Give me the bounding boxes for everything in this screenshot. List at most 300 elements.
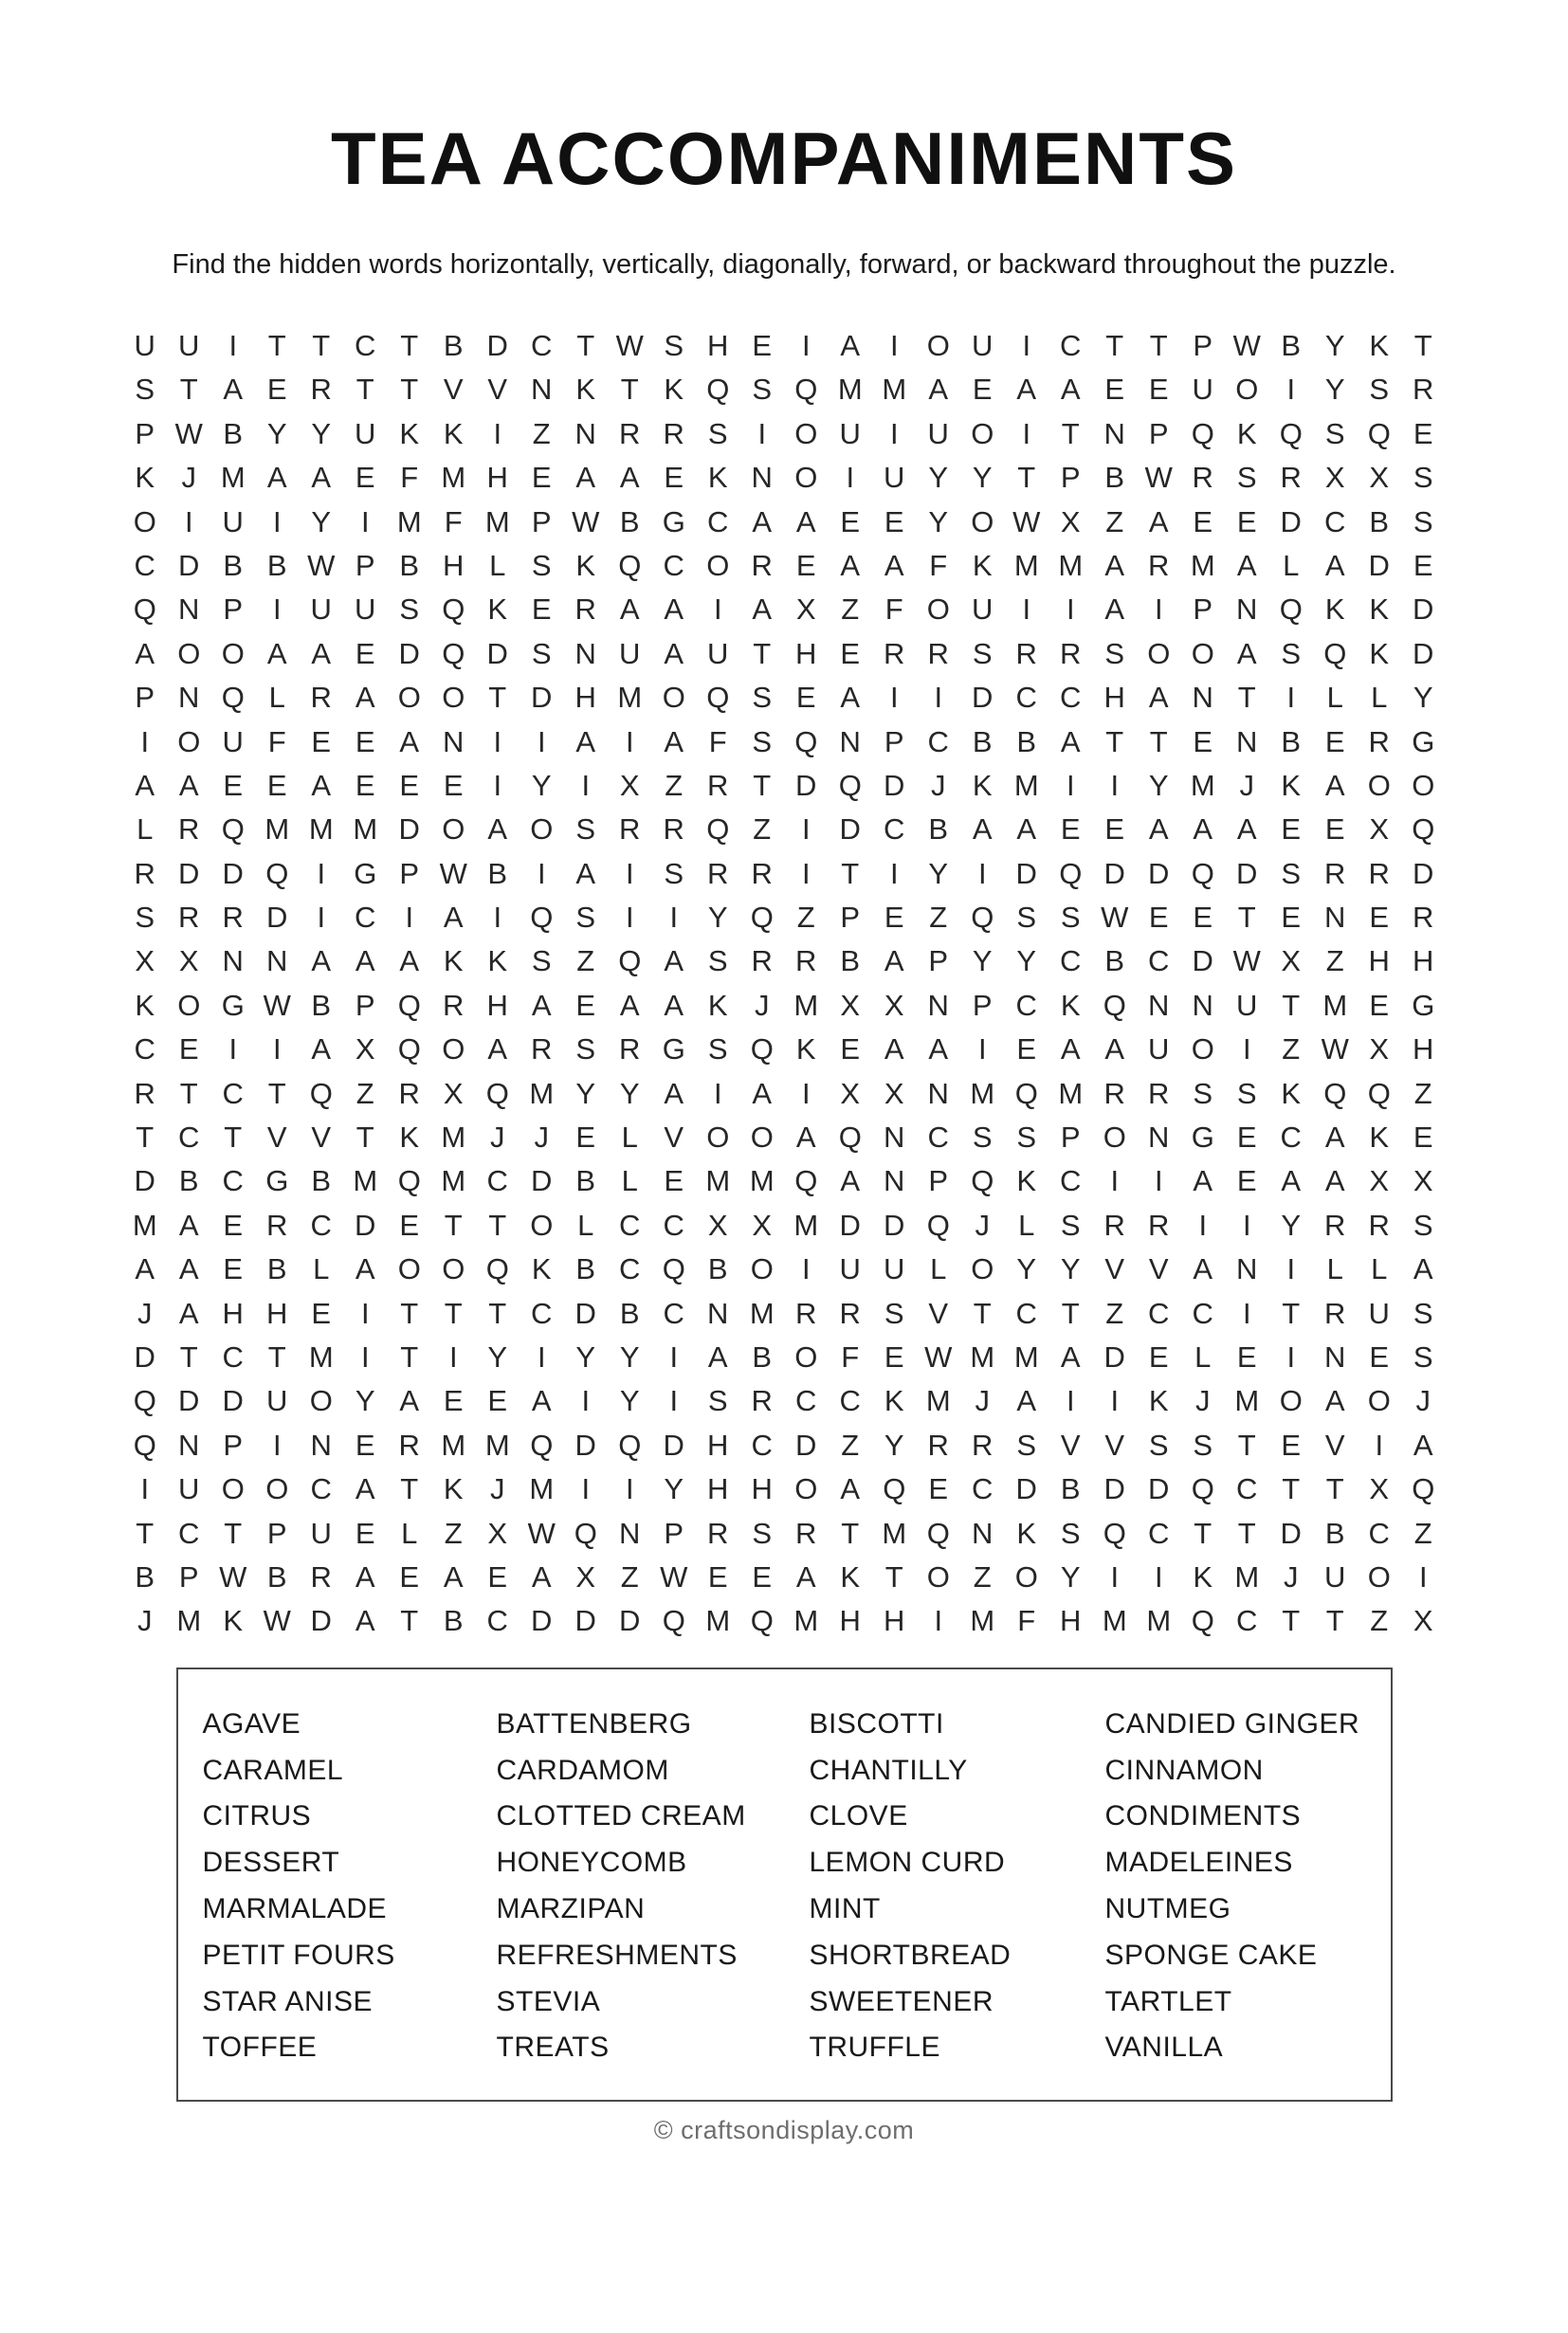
grid-cell: U (884, 1252, 905, 1286)
grid-cell: E (223, 1252, 244, 1286)
grid-cell: E (884, 901, 904, 935)
grid-cell: D (1413, 592, 1434, 627)
grid-cell: E (1324, 812, 1345, 847)
grid-cell: Q (1059, 856, 1083, 890)
grid-cell: R (1148, 1208, 1170, 1242)
grid-cell: S (135, 901, 155, 935)
grid-cell: O (1367, 1559, 1391, 1594)
grid-cell: U (619, 636, 641, 670)
grid-row (123, 544, 1446, 588)
footer-copyright: © craftsondisplay.com (653, 2116, 915, 2145)
grid-cell: Q (133, 1384, 156, 1418)
grid-cell: J (137, 1604, 153, 1638)
grid-cell: K (1148, 1384, 1169, 1418)
grid-cell: B (575, 1164, 596, 1198)
grid-cell: Y (619, 1076, 640, 1110)
grid-cell: Y (619, 1384, 640, 1418)
grid-cell: N (1236, 724, 1258, 758)
word-list-item: BATTENBERG (496, 1707, 692, 1740)
grid-cell: Q (485, 1252, 509, 1286)
grid-cell: U (178, 1472, 200, 1506)
grid-cell: D (839, 812, 861, 847)
grid-cell: A (1148, 504, 1169, 538)
grid-cell: I (1242, 1296, 1251, 1330)
grid-cell: Y (1413, 681, 1433, 715)
grid-cell: A (266, 636, 287, 670)
grid-cell: K (972, 768, 993, 802)
grid-cell: R (1324, 1296, 1346, 1330)
grid-cell: Y (531, 768, 552, 802)
grid-cell: Q (662, 1252, 685, 1286)
grid-cell: Y (1324, 373, 1345, 407)
grid-cell: S (972, 1121, 993, 1155)
grid-cell: A (884, 944, 904, 978)
grid-cell: Z (356, 1076, 374, 1110)
word-list-item: HONEYCOMB (496, 1847, 687, 1879)
grid-cell: W (527, 1516, 556, 1550)
grid-cell: I (1242, 1032, 1251, 1066)
grid-cell: B (1016, 724, 1037, 758)
grid-cell: D (134, 1164, 155, 1198)
grid-cell: C (134, 548, 155, 582)
grid-cell: P (664, 1516, 684, 1550)
grid-cell: A (928, 373, 949, 407)
grid-cell: W (1232, 329, 1261, 362)
grid-cell: T (356, 1121, 374, 1155)
grid-cell: W (572, 504, 600, 538)
grid-cell: T (1061, 416, 1080, 450)
grid-cell: N (1236, 592, 1258, 627)
grid-cell: M (1058, 1076, 1084, 1110)
grid-cell: M (484, 1428, 510, 1462)
grid-cell: D (531, 1164, 553, 1198)
grid-cell: E (884, 504, 904, 538)
grid-cell: E (664, 461, 684, 495)
grid-cell: E (707, 1559, 728, 1594)
grid-cell: B (1104, 461, 1125, 495)
grid-cell: A (1060, 1032, 1081, 1066)
grid-cell: E (1104, 812, 1125, 847)
grid-cell: A (178, 768, 199, 802)
grid-cell: K (1281, 1076, 1302, 1110)
grid-cell: K (1369, 592, 1390, 627)
grid-cell: T (312, 329, 331, 362)
grid-cell: Q (530, 1428, 554, 1462)
grid-cell: I (493, 724, 502, 758)
grid-cell: M (705, 1164, 731, 1198)
grid-cell: Z (576, 944, 595, 978)
grid-cell: B (972, 724, 993, 758)
grid-cell: R (310, 681, 332, 715)
grid-cell: O (750, 1252, 774, 1286)
grid-cell: T (1325, 1472, 1344, 1506)
grid-cell: K (664, 373, 684, 407)
grid-cell: M (1102, 1604, 1127, 1638)
grid-cell: D (178, 1384, 200, 1418)
grid-cell: R (1192, 461, 1213, 495)
grid-cell: E (1193, 504, 1213, 538)
grid-cell: R (1368, 856, 1390, 890)
grid-cell: E (1104, 373, 1125, 407)
grid-cell: E (575, 988, 596, 1022)
grid-cell: V (1324, 1428, 1345, 1462)
grid-cell: D (1368, 548, 1390, 582)
grid-cell: O (442, 1252, 465, 1286)
grid-cell: C (531, 329, 553, 362)
grid-cell: K (1193, 1559, 1213, 1594)
grid-cell: S (707, 416, 728, 450)
grid-cell: H (707, 329, 729, 362)
grid-cell: A (1193, 812, 1213, 847)
grid-cell: H (751, 1472, 773, 1506)
grid-row (123, 1028, 1446, 1071)
grid-cell: S (1281, 856, 1302, 890)
grid-cell: A (399, 724, 420, 758)
grid-cell: A (399, 1384, 420, 1418)
grid-cell: K (1016, 1516, 1037, 1550)
grid-cell: I (846, 461, 855, 495)
grid-cell: C (1148, 1516, 1170, 1550)
grid-cell: A (1193, 1252, 1213, 1286)
grid-cell: Q (926, 1516, 950, 1550)
grid-cell: T (400, 329, 419, 362)
grid-cell: Z (665, 768, 684, 802)
grid-cell: O (1412, 768, 1435, 802)
grid-cell: S (531, 636, 552, 670)
grid-cell: H (1060, 1604, 1082, 1638)
grid-cell: W (924, 1340, 953, 1374)
grid-cell: T (400, 1296, 419, 1330)
grid-cell: R (1368, 724, 1390, 758)
grid-cell: O (794, 1340, 818, 1374)
grid-cell: O (1147, 636, 1171, 670)
grid-cell: M (1013, 1340, 1039, 1374)
grid-cell: R (884, 636, 905, 670)
grid-row (123, 1467, 1446, 1511)
grid-cell: K (1369, 1121, 1390, 1155)
grid-cell: D (884, 1208, 905, 1242)
grid-cell: H (1413, 1032, 1434, 1066)
grid-cell: F (841, 1340, 860, 1374)
grid-cell: I (1198, 1208, 1208, 1242)
grid-cell: E (355, 724, 375, 758)
grid-cell: K (1369, 329, 1390, 362)
grid-cell: C (1368, 1516, 1390, 1550)
grid-cell: A (707, 1340, 728, 1374)
grid-cell: R (531, 1032, 553, 1066)
grid-cell: Y (266, 416, 287, 450)
grid-cell: N (884, 1164, 905, 1198)
grid-cell: T (1149, 329, 1168, 362)
grid-cell: E (1369, 1340, 1390, 1374)
grid-cell: S (1413, 1340, 1433, 1374)
grid-cell: A (575, 724, 596, 758)
grid-cell: L (930, 1252, 947, 1286)
grid-row (123, 456, 1446, 500)
grid-row (123, 588, 1446, 631)
grid-cell: X (1369, 1032, 1390, 1066)
grid-cell: C (1280, 1121, 1302, 1155)
grid-cell: S (399, 592, 420, 627)
grid-cell: E (840, 1032, 861, 1066)
grid-cell: T (400, 1472, 419, 1506)
word-list-item: STEVIA (496, 1985, 601, 2017)
grid-cell: B (752, 1340, 773, 1374)
grid-cell: L (489, 548, 506, 582)
grid-cell: K (575, 373, 596, 407)
grid-cell: N (1148, 1121, 1170, 1155)
grid-cell: E (1281, 1428, 1302, 1462)
grid-cell: I (537, 724, 546, 758)
grid-cell: I (801, 329, 811, 362)
grid-cell: A (1060, 1340, 1081, 1374)
grid-cell: T (1105, 329, 1124, 362)
grid-cell: E (487, 1384, 508, 1418)
grid-cell: A (311, 944, 332, 978)
grid-cell: E (311, 724, 332, 758)
grid-cell: D (1103, 1472, 1125, 1506)
grid-cell: I (801, 1076, 811, 1110)
grid-cell: Y (972, 944, 993, 978)
grid-cell: E (1016, 1032, 1037, 1066)
grid-cell: N (1192, 681, 1213, 715)
grid-cell: C (1060, 944, 1082, 978)
grid-cell: S (1060, 1208, 1081, 1242)
grid-cell: Z (929, 901, 948, 935)
grid-cell: C (751, 1428, 773, 1462)
grid-cell: I (272, 504, 282, 538)
grid-cell: Q (397, 1164, 421, 1198)
grid-cell: W (439, 856, 467, 890)
grid-row (123, 764, 1446, 808)
grid-cell: Q (662, 1604, 685, 1638)
grid-cell: T (179, 373, 198, 407)
grid-cell: Q (309, 1076, 333, 1110)
grid-cell: Q (794, 1164, 818, 1198)
grid-cell: H (707, 1472, 729, 1506)
grid-cell: I (977, 856, 987, 890)
grid-cell: H (266, 1296, 288, 1330)
grid-cell: Z (841, 592, 860, 627)
grid-cell: D (1148, 1472, 1170, 1506)
grid-cell: A (178, 1296, 199, 1330)
grid-cell: I (1286, 1252, 1296, 1286)
grid-cell: I (1242, 1208, 1251, 1242)
grid-cell: L (1194, 1340, 1212, 1374)
grid-cell: I (493, 416, 502, 450)
grid-cell: A (1016, 373, 1037, 407)
grid-cell: M (749, 1296, 775, 1330)
grid-cell: S (707, 944, 728, 978)
grid-cell: G (221, 988, 245, 1022)
grid-cell: R (1103, 1076, 1125, 1110)
grid-cell: S (575, 812, 596, 847)
grid-cell: O (794, 1472, 818, 1506)
grid-cell: M (441, 461, 466, 495)
grid-cell: D (884, 768, 905, 802)
grid-cell: D (355, 1208, 376, 1242)
grid-cell: P (1060, 461, 1081, 495)
grid-cell: O (177, 724, 201, 758)
grid-cell: F (267, 724, 286, 758)
grid-cell: U (972, 592, 994, 627)
grid-cell: T (841, 856, 860, 890)
grid-cell: Z (1413, 1076, 1432, 1110)
word-list-item: CARDAMOM (496, 1754, 669, 1786)
grid-cell: O (662, 681, 685, 715)
grid-cell: I (581, 1384, 591, 1418)
word-list-item: NUTMEG (1104, 1892, 1231, 1924)
grid-cell: A (355, 1559, 375, 1594)
grid-cell: G (265, 1164, 289, 1198)
grid-row (123, 1159, 1446, 1203)
grid-cell: L (1018, 1208, 1035, 1242)
word-list-item: MINT (809, 1892, 881, 1924)
grid-cell: S (1016, 1121, 1037, 1155)
grid-cell: R (751, 944, 773, 978)
word-list-item: TOFFEE (202, 2032, 318, 2064)
grid-cell: C (1148, 944, 1170, 978)
grid-cell: I (977, 1032, 987, 1066)
grid-cell: I (625, 856, 634, 890)
grid-cell: O (442, 812, 465, 847)
grid-cell: N (222, 944, 244, 978)
grid-cell: C (927, 1121, 949, 1155)
grid-cell: I (272, 592, 282, 627)
grid-cell: Z (1413, 1516, 1432, 1550)
grid-cell: M (1058, 548, 1084, 582)
grid-cell: A (1236, 636, 1257, 670)
grid-cell: F (884, 592, 903, 627)
grid-cell: R (1103, 1208, 1125, 1242)
grid-cell: E (443, 1384, 464, 1418)
grid-cell: B (266, 1559, 287, 1594)
grid-cell: R (1015, 636, 1037, 670)
grid-cell: C (531, 1296, 553, 1330)
grid-cell: A (1148, 681, 1169, 715)
grid-cell: A (795, 1121, 816, 1155)
grid-cell: R (398, 1428, 420, 1462)
grid-cell: A (443, 1559, 464, 1594)
grid-cell: E (531, 592, 552, 627)
grid-cell: S (884, 1296, 904, 1330)
grid-cell: X (355, 1032, 375, 1066)
grid-cell: B (311, 988, 332, 1022)
grid-cell: A (840, 329, 861, 362)
grid-cell: G (662, 1032, 685, 1066)
grid-cell: D (1148, 856, 1170, 890)
grid-cell: M (970, 1604, 995, 1638)
grid-cell: B (619, 504, 640, 538)
grid-cell: T (1017, 461, 1036, 495)
grid-cell: O (971, 504, 994, 538)
grid-cell: O (794, 461, 818, 495)
grid-cell: Y (1016, 1252, 1037, 1286)
grid-cell: D (486, 636, 508, 670)
grid-cell: S (707, 1032, 728, 1066)
grid-cell: E (1413, 548, 1433, 582)
grid-cell: C (178, 1121, 200, 1155)
grid-cell: A (1324, 1164, 1345, 1198)
grid-cell: D (795, 768, 817, 802)
grid-cell: B (1369, 504, 1390, 538)
grid-cell: A (1236, 548, 1257, 582)
grid-cell: E (487, 1559, 508, 1594)
grid-cell: E (1236, 1340, 1257, 1374)
grid-cell: M (1234, 1559, 1260, 1594)
grid-cell: V (1060, 1428, 1081, 1462)
grid-cell: E (840, 504, 861, 538)
grid-cell: I (625, 901, 634, 935)
grid-cell: K (1324, 592, 1345, 627)
grid-cell: W (219, 1559, 247, 1594)
grid-cell: X (840, 988, 861, 1022)
grid-cell: R (1148, 548, 1170, 582)
grid-cell: Z (620, 1559, 639, 1594)
grid-cell: A (1413, 1428, 1433, 1462)
grid-cell: O (926, 1559, 950, 1594)
grid-cell: V (443, 373, 464, 407)
grid-cell: T (1237, 901, 1256, 935)
grid-cell: K (487, 592, 508, 627)
grid-cell: A (884, 1032, 904, 1066)
word-list-item: CLOVE (809, 1800, 908, 1832)
grid-cell: R (619, 812, 641, 847)
grid-cell: Q (838, 768, 862, 802)
grid-cell: R (751, 856, 773, 890)
grid-cell: O (1279, 1384, 1303, 1418)
grid-cell: W (1144, 461, 1173, 495)
grid-cell: B (840, 944, 861, 978)
grid-cell: R (574, 592, 596, 627)
grid-cell: B (443, 329, 464, 362)
grid-cell: E (1324, 724, 1345, 758)
grid-cell: S (752, 724, 773, 758)
grid-cell: O (397, 1252, 421, 1286)
grid-cell: O (221, 636, 245, 670)
grid-cell: I (1110, 1164, 1120, 1198)
grid-cell: J (931, 768, 946, 802)
grid-cell: J (490, 1121, 505, 1155)
grid-cell: T (753, 768, 772, 802)
grid-cell: J (975, 1384, 990, 1418)
grid-cell: A (1193, 1164, 1213, 1198)
grid-cell: U (355, 592, 376, 627)
grid-cell: K (1016, 1164, 1037, 1198)
grid-cell: T (884, 1559, 903, 1594)
grid-cell: I (317, 856, 326, 890)
grid-cell: R (1280, 461, 1302, 495)
grid-cell: J (137, 1296, 153, 1330)
grid-cell: A (531, 988, 552, 1022)
grid-cell: H (884, 1604, 905, 1638)
grid-cell: U (355, 416, 376, 450)
word-list-item: CONDIMENTS (1104, 1800, 1302, 1832)
grid-cell: U (266, 1384, 288, 1418)
grid-cell: H (707, 1428, 729, 1462)
grid-cell: I (889, 329, 899, 362)
grid-cell: Z (973, 1559, 992, 1594)
grid-cell: K (223, 1604, 244, 1638)
grid-cell: S (707, 1384, 728, 1418)
grid-cell: I (1022, 592, 1031, 627)
grid-cell: I (889, 856, 899, 890)
grid-cell: N (839, 724, 861, 758)
grid-cell: D (222, 856, 244, 890)
grid-cell: T (1149, 724, 1168, 758)
grid-cell: C (1015, 1296, 1037, 1330)
grid-cell: X (1369, 1164, 1390, 1198)
